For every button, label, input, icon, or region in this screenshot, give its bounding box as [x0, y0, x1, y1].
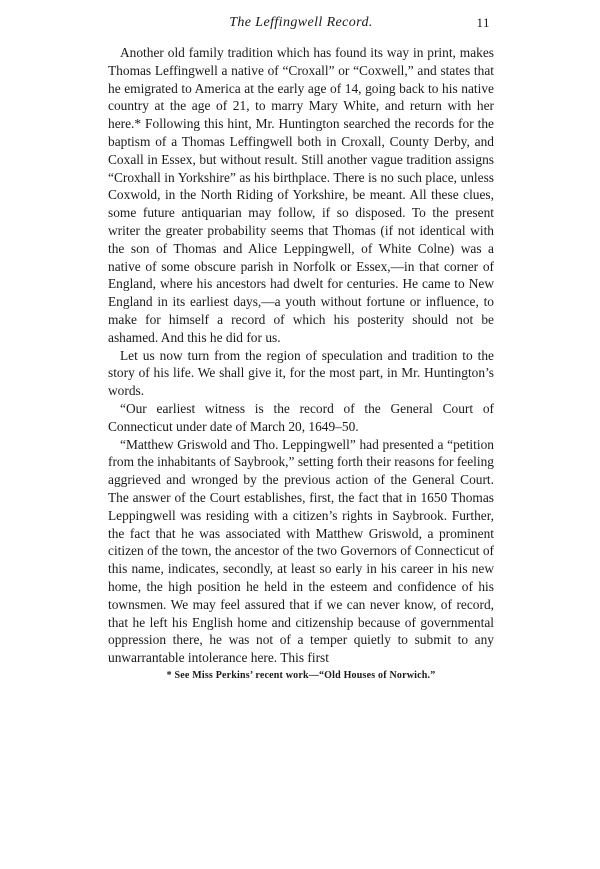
paragraph-transition: Let us now turn from the region of speculation and tradition to the story of his life. We shall give it, for the most part, in Mr. Huntington’s words.: [108, 347, 494, 399]
paragraph-tradition: Another old family tradition which has found its way in print, makes Thomas Leffingwell a native of “Croxall” or “Coxwell,” and states that he emigrated to America at the early age of 14, going back to his native country at the age of 21, to marry Mary White, and return with her here.* Following this hint, Mr. Huntington searched the records for the baptism of a Thomas Leffingwell both in Croxall, County Derby, and Coxall in Essex, but without result. Still another vague tradition assigns “Croxhall in Yorkshire” as his birthplace. There is no such place, unless Coxwold, in the North Riding of Yorkshire, be meant. All these clues, some future antiquarian may follow, if so disposed. To the present writer the greater probability seems that Thomas (if not identical with the son of Thomas and Alice Leppingwell, of White Colne) was a native of some obscure parish in Norfolk or Essex,—in that corner of England, where his ancestors had dwelt for centuries. He came to New England in its earliest days,—a youth without fortune or influence, to make for himself a record of which his posterity should not be ashamed. And this he did for us.: [108, 45, 494, 345]
running-title: The Leffingwell Record.: [229, 15, 373, 30]
body-text: [108, 44, 494, 667]
footnote: * See Miss Perkins’ recent work—“Old Houses of Norwich.”: [166, 669, 436, 681]
page-number: 11: [476, 15, 490, 30]
running-head: [108, 10, 494, 36]
book-page: [108, 10, 494, 683]
paragraph-petition: “Matthew Griswold and Tho. Leppingwell” had presented a “petition from the inhabitants of Saybrook,” setting forth their reasons for feeling aggrieved and wronged by the previous action of the General Court. The answer of the Court establishes, first, the fact that in 1650 Thomas Leppingwell was residing with a citizen’s rights in Saybrook. Further, the fact that he was associated with Matthew Griswold, a prominent citizen of the town, the ancestor of the two Governors of Connecticut of this name, indicates, secondly, at least so early in his career in his new home, the high position he held in the esteem and confidence of his townsmen. We may feel assured that if we can never know, of record, that he left his English home and citizenship because of governmental oppression there, he was not of a temper quietly to submit to any unwarrantable intolerance here. This first: [108, 436, 494, 666]
paragraph-earliest-witness: “Our earliest witness is the record of the General Court of Connecticut under date of March 20, 1649–50.: [108, 400, 494, 434]
